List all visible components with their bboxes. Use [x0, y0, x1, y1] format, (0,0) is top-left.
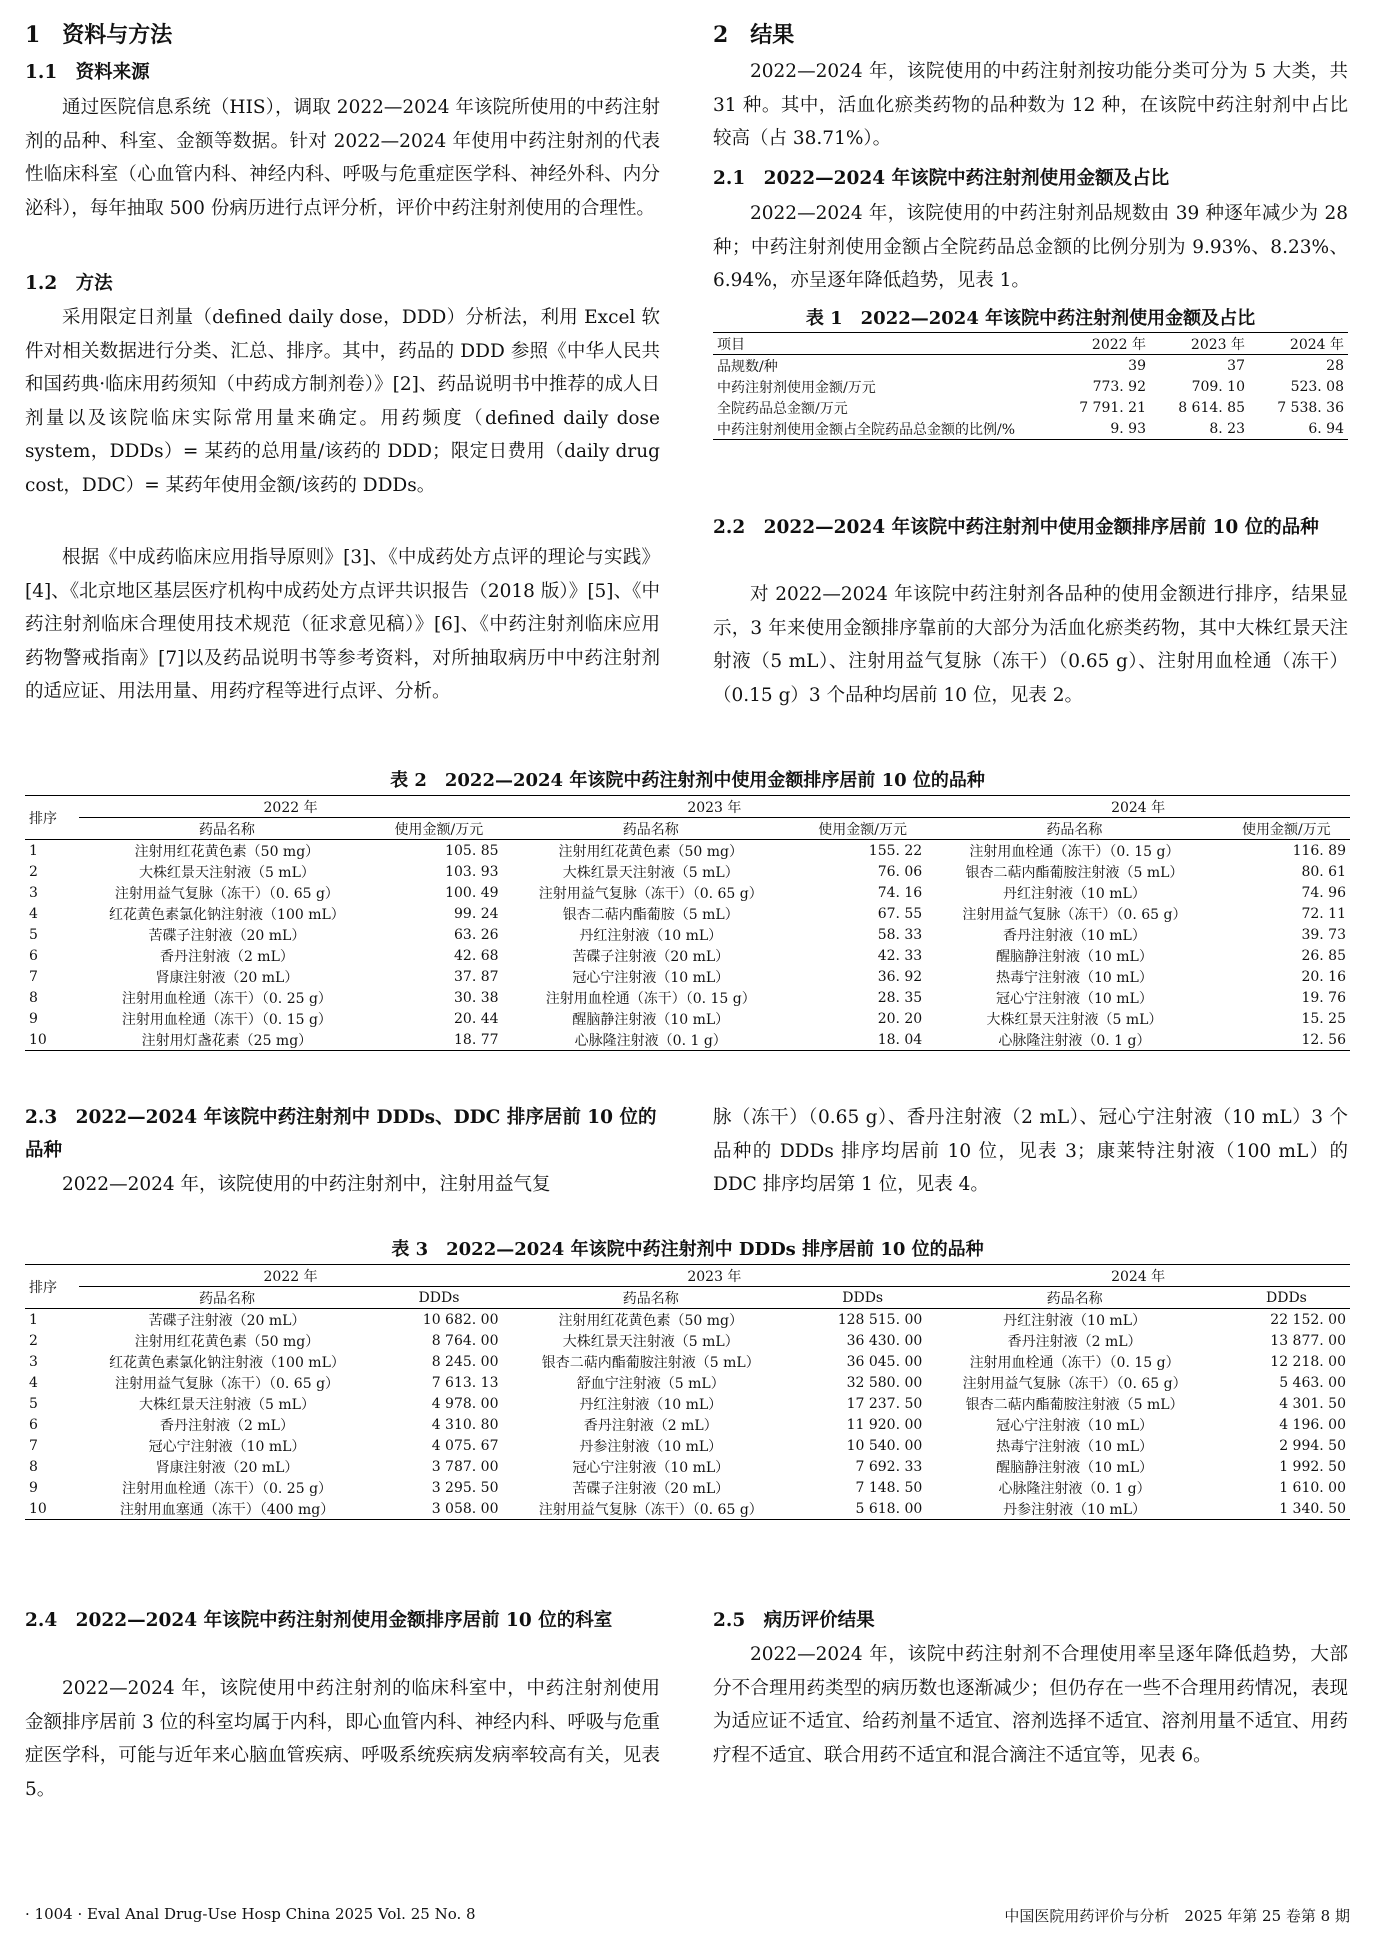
table-3-cell: 13 877. 00 [1270, 1332, 1346, 1349]
table-3-cell: 1 610. 00 [1279, 1479, 1346, 1496]
table-2-cell: 红花黄色素氯化钠注射液（100 mL） [109, 906, 345, 923]
table-3-caption: 表 3 2022—2024 年该院中药注射剂中 DDDs 排序居前 10 位的品种 [391, 1239, 984, 1260]
table-1-header: 2023 年 [1190, 336, 1245, 353]
footer-left: · 1004 · Eval Anal Drug-Use Hosp China 2025 Vol. 25 No. 8 [25, 1905, 476, 1923]
table-2-cell: 5 [29, 926, 38, 943]
table-3-cell: 4 301. 50 [1279, 1395, 1346, 1412]
table-3-cell: 3 058. 00 [431, 1500, 499, 1517]
table-2-body [25, 840, 1350, 1051]
table-2-cell: 76. 06 [877, 863, 923, 880]
table-3-col-header: 药品名称 [79, 1287, 376, 1309]
table-2-cell: 103. 93 [445, 863, 499, 880]
table-2-col-header: 使用金额/万元 [1223, 818, 1350, 840]
table-1-header: 2024 年 [1289, 336, 1344, 353]
table-1-cell: 8 614. 85 [1178, 399, 1245, 416]
table-2-cell: 热毒宁注射液（10 mL） [996, 969, 1153, 986]
table-3-cell: 肾康注射液（20 mL） [155, 1459, 299, 1476]
table-2-cell: 39. 73 [1301, 926, 1346, 943]
table-3-cell: 心脉隆注射液（0. 1 g） [998, 1480, 1151, 1497]
table-2-cell: 20. 16 [1301, 968, 1346, 985]
table-3-row [25, 1351, 1350, 1372]
table-1-cell: 中药注射剂使用金额占全院药品总金额的比例/% [717, 421, 1016, 438]
section-2-1-text: 2022—2024 年，该院使用的中药注射剂品规数由 39 种逐年减少为 28 种；中药注射剂使用金额占全院药品总金额的比例分别为 9.93%、8.23%、6.94%，亦呈逐年降低趋势，见表 1。 [713, 203, 1348, 292]
table-2-cell: 80. 61 [1301, 863, 1346, 880]
table-3-row [25, 1414, 1350, 1435]
table-2-cell: 12. 56 [1301, 1031, 1346, 1048]
table-3-cell: 舒血宁注射液（5 mL） [576, 1375, 725, 1392]
section-1-2-text-2: 根据《中成药临床应用指导原则》[3]、《中成药处方点评的理论与实践》[4]、《北京地区基层医疗机构中成药处方点评共识报告（2018 版）》[5]、《中药注射剂临床合理使用技术规范（征求意见稿）》[6]、《中药注射剂临床应用药物警戒指南》[7]以及药品说明书等参考资料，对所抽取病历中中药注射剂的适应证、用法用量、用药疗程等进行点评、分析。 [25, 547, 660, 703]
table-2-row [25, 987, 1350, 1008]
table-2-row [25, 945, 1350, 966]
table-2-cell: 37. 87 [454, 968, 499, 985]
table-3-col-header: DDDs [375, 1287, 502, 1309]
table-3-row [25, 1393, 1350, 1414]
table-2-cell: 28. 35 [877, 989, 923, 1006]
table-2-cell: 醒脑静注射液（10 mL） [572, 1011, 730, 1028]
section-1-1-title: 1.1 资料来源 [25, 62, 150, 83]
table-3-cell: 丹参注射液（10 mL） [579, 1438, 723, 1455]
table-1-header: 2022 年 [1091, 336, 1146, 353]
table-1-cell: 37 [1227, 357, 1245, 374]
section-2-3-text-a: 2022—2024 年，该院使用的中药注射剂中，注射用益气复 [62, 1174, 551, 1195]
table-3-year-header: 2023 年 [502, 1265, 926, 1287]
table-2-cell: 67. 55 [877, 905, 923, 922]
section-2-3-text-b: 脉（冻干）（0.65 g）、香丹注射液（2 mL）、冠心宁注射液（10 mL）3 个品种的 DDDs 排序均居前 10 位，见表 3；康莱特注射液（100 mL）的 DDC 排序均居第 1 位，见表 4。 [713, 1107, 1348, 1196]
section-1-2-text-1: 采用限定日剂量（defined daily dose，DDD）分析法，利用 Excel 软件对相关数据进行分类、汇总、排序。其中，药品的 DDD 参照《中华人民共和国药典·临床用药须知（中药成方制剂卷）》[2]、药品说明书中推荐的成人日剂量以及该院临床实际常用量来确定。用药频度（defined daily dose system，DDDs）= 某药的总用量/该药的 DDD；限定日费用（daily drug cost，DDC）= 某药年使用金额/该药的 DDDs。 [25, 307, 660, 496]
table-2-caption: 表 2 2022—2024 年该院中药注射剂中使用金额排序居前 10 位的品种 [390, 770, 985, 791]
table-3-row [25, 1435, 1350, 1456]
table-3-cell: 12 218. 00 [1270, 1353, 1346, 1370]
table-2-cell: 注射用益气复脉（冻干）（0. 65 g） [962, 906, 1187, 923]
table-3-cell: 5 463. 00 [1279, 1374, 1346, 1391]
table-3-cell: 银杏二萜内酯葡胺注射液（5 mL） [541, 1354, 760, 1371]
table-2-cell: 注射用红花黄色素（50 mg） [558, 843, 743, 860]
table-2-cell: 肾康注射液（20 mL） [155, 969, 299, 986]
section-2-5-title: 2.5 病历评价结果 [713, 1610, 875, 1631]
table-2-cell: 15. 25 [1301, 1010, 1346, 1027]
table-3-body [25, 1309, 1350, 1520]
table-3-cell: 大株红景天注射液（5 mL） [562, 1333, 739, 1350]
table-2-cell: 18. 04 [877, 1031, 923, 1048]
table-3-cell: 注射用红花黄色素（50 mg） [558, 1312, 744, 1329]
table-2-cell: 心脉隆注射液（0. 1 g） [574, 1032, 727, 1049]
table-2-cell: 2 [29, 863, 38, 880]
table-3-cell: 注射用红花黄色素（50 mg） [134, 1333, 320, 1350]
table-2-cell: 30. 38 [454, 989, 499, 1006]
table-1-cell: 8. 23 [1209, 420, 1245, 437]
table-3-cell: 注射用益气复脉（冻干）（0. 65 g） [538, 1501, 763, 1518]
table-1-cell: 7 538. 36 [1277, 399, 1344, 416]
table-2-row [25, 1029, 1350, 1051]
table-2-cell: 58. 33 [877, 926, 923, 943]
table-3-cell: 17 237. 50 [846, 1395, 923, 1412]
section-2-title: 2 结果 [713, 22, 795, 48]
table-2-rank-header: 排序 [25, 796, 79, 840]
table-2-cell: 4 [29, 905, 38, 922]
table-3-cell: 热毒宁注射液（10 mL） [996, 1438, 1153, 1455]
table-3-cell: 香丹注射液（2 mL） [1007, 1333, 1142, 1350]
table-2-cell: 注射用血栓通（冻干）（0. 15 g） [121, 1011, 332, 1028]
table-3-row [25, 1309, 1350, 1331]
table-3-row [25, 1477, 1350, 1498]
table-2-cell: 丹红注射液（10 mL） [579, 927, 723, 944]
table-3-cell: 10 682. 00 [422, 1311, 499, 1328]
table-2-cell: 36. 92 [877, 968, 923, 985]
table-3-cell: 3 787. 00 [431, 1458, 499, 1475]
table-1-cell: 全院药品总金额/万元 [717, 400, 848, 417]
table-3-cell: 注射用益气复脉（冻干）（0. 65 g） [962, 1375, 1187, 1392]
section-2-intro: 2022—2024 年，该院使用的中药注射剂按功能分类可分为 5 大类，共 31 种。其中，活血化瘀类药物的品种数为 12 种，在该院中药注射剂中占比较高（占 38.71%）。 [713, 61, 1348, 150]
table-1-cell: 773. 92 [1092, 378, 1146, 395]
table-3-cell: 1 340. 50 [1279, 1500, 1346, 1517]
table-3-cell: 7 692. 33 [855, 1458, 923, 1475]
table-3-cell: 冠心宁注射液（10 mL） [148, 1438, 306, 1455]
table-3 [25, 1264, 1350, 1520]
section-2-4-text: 2022—2024 年，该院使用中药注射剂的临床科室中，中药注射剂使用金额排序居前 3 位的科室均属于内科，即心血管内科、神经内科、呼吸与危重症医学科，可能与近年来心脑血管疾病、呼吸系统疾病发病率较高有关，见表 5。 [25, 1678, 660, 1800]
table-2-cell: 醒脑静注射液（10 mL） [996, 948, 1153, 965]
section-2-2-text: 对 2022—2024 年该院中药注射剂各品种的使用金额进行排序，结果显示，3 年来使用金额排序靠前的大部分为活血化瘀类药物，其中大株红景天注射液（5 mL）、注射用益气复脉（冻干）（0.65 g）、注射用血栓通（冻干）（0.15 g）3 个品种均居前 10 位，见表 2。 [713, 584, 1348, 706]
table-3-year-header: 2024 年 [926, 1265, 1350, 1287]
table-2-row [25, 966, 1350, 987]
table-2-row [25, 924, 1350, 945]
table-2-cell: 99. 24 [454, 905, 499, 922]
table-2-row [25, 882, 1350, 903]
table-3-cell: 32 580. 00 [846, 1374, 923, 1391]
table-1-cell: 7 791. 21 [1079, 399, 1146, 416]
table-2-cell: 20. 20 [877, 1010, 923, 1027]
table-2-cell: 大株红景天注射液（5 mL） [986, 1011, 1163, 1028]
table-2-cell: 冠心宁注射液（10 mL） [996, 990, 1153, 1007]
table-1-cell: 中药注射剂使用金额/万元 [717, 379, 876, 396]
section-2-1-title: 2.1 2022—2024 年该院中药注射剂使用金额及占比 [713, 168, 1170, 189]
table-2-year-header: 2022 年 [79, 796, 503, 818]
table-2-cell: 香丹注射液（10 mL） [1003, 927, 1146, 944]
table-3-cell: 8 [29, 1458, 38, 1475]
table-1-header: 项目 [717, 336, 745, 353]
table-3-cell: 苦碟子注射液（20 mL） [148, 1312, 306, 1329]
table-2-cell: 42. 68 [454, 947, 499, 964]
table-3-col-header: 药品名称 [926, 1287, 1223, 1309]
table-1-cell: 39 [1128, 357, 1146, 374]
table-3-cell: 2 [29, 1332, 38, 1349]
table-3-cell: 1 992. 50 [1279, 1458, 1346, 1475]
table-1-cell: 品规数/种 [717, 358, 778, 375]
table-2-cell: 105. 85 [445, 842, 499, 859]
table-3-cell: 3 [29, 1353, 38, 1370]
table-2-cell: 72. 11 [1301, 905, 1346, 922]
table-3-cell: 9 [29, 1479, 38, 1496]
table-3-cell: 10 [29, 1500, 47, 1517]
table-2-cell: 香丹注射液（2 mL） [159, 948, 294, 965]
table-2-cell: 银杏二萜内酯葡胺注射液（5 mL） [965, 864, 1184, 881]
table-1-cell: 709. 10 [1191, 378, 1245, 395]
table-2-cell: 6 [29, 947, 38, 964]
table-2 [25, 795, 1350, 1051]
table-3-cell: 4 [29, 1374, 38, 1391]
table-1 [713, 332, 1348, 440]
table-3-cell: 10 540. 00 [846, 1437, 923, 1454]
table-3-cell: 7 613. 13 [431, 1374, 499, 1391]
table-2-cell: 74. 96 [1301, 884, 1346, 901]
table-2-cell: 63. 26 [454, 926, 499, 943]
section-2-3-title: 2.3 2022—2024 年该院中药注射剂中 DDDs、DDC 排序居前 10 位的品种 [25, 1107, 657, 1161]
table-3-cell: 7 [29, 1437, 38, 1454]
table-2-col-header: 药品名称 [926, 818, 1222, 840]
table-2-cell: 18. 77 [454, 1031, 499, 1048]
table-2-row [25, 1008, 1350, 1029]
table-3-row [25, 1372, 1350, 1393]
section-2-2-title: 2.2 2022—2024 年该院中药注射剂中使用金额排序居前 10 位的品种 [713, 517, 1319, 538]
table-3-cell: 大株红景天注射液（5 mL） [139, 1396, 315, 1413]
table-3-cell: 红花黄色素氯化钠注射液（100 mL） [109, 1354, 345, 1371]
table-2-cell: 10 [29, 1031, 47, 1048]
table-3-cell: 8 245. 00 [431, 1353, 499, 1370]
table-1-cell: 9. 93 [1110, 420, 1146, 437]
table-2-cell: 大株红景天注射液（5 mL） [138, 864, 315, 881]
table-2-cell: 26. 85 [1301, 947, 1346, 964]
footer-right: 中国医院用药评价与分析 2025 年第 25 卷第 8 期 [1004, 1907, 1350, 1925]
table-3-cell: 香丹注射液（2 mL） [160, 1417, 294, 1434]
table-3-cell: 36 045. 00 [846, 1353, 923, 1370]
table-3-cell: 香丹注射液（2 mL） [583, 1417, 718, 1434]
table-3-cell: 注射用血栓通（冻干）（0. 25 g） [122, 1480, 333, 1497]
table-3-cell: 7 148. 50 [855, 1479, 923, 1496]
table-2-row [25, 903, 1350, 924]
table-3-row [25, 1330, 1350, 1351]
table-2-cell: 注射用血栓通（冻干）（0. 15 g） [969, 843, 1180, 860]
section-2-4-title: 2.4 2022—2024 年该院中药注射剂使用金额排序居前 10 位的科室 [25, 1610, 613, 1631]
table-3-cell: 4 075. 67 [431, 1437, 499, 1454]
table-3-cell: 4 196. 00 [1279, 1416, 1346, 1433]
table-3-cell: 注射用血塞通（冻干）（400 mg） [119, 1501, 335, 1518]
table-2-cell: 9 [29, 1010, 38, 1027]
table-2-cell: 注射用红花黄色素（50 mg） [134, 843, 320, 860]
table-2-cell: 丹红注射液（10 mL） [1003, 885, 1146, 902]
section-1-1-text: 通过医院信息系统（HIS），调取 2022—2024 年该院所使用的中药注射剂的品种、科室、金额等数据。针对 2022—2024 年使用中药注射剂的代表性临床科室（心血管内科、神经内科、呼吸与危重症医学科、神经外科、内分泌科），每年抽取 500 份病历进行点评分析，评价中药注射剂使用的合理性。 [25, 97, 660, 219]
table-1-cell: 28 [1326, 357, 1344, 374]
table-3-cell: 11 920. 00 [846, 1416, 923, 1433]
table-3-col-header: 药品名称 [502, 1287, 799, 1309]
table-3-cell: 6 [29, 1416, 38, 1433]
table-2-cell: 心脉隆注射液（0. 1 g） [998, 1032, 1151, 1049]
table-2-cell: 大株红景天注射液（5 mL） [562, 864, 739, 881]
table-2-cell: 116. 89 [1292, 842, 1346, 859]
table-3-cell: 丹参注射液（10 mL） [1003, 1501, 1146, 1518]
table-3-rank-header: 排序 [25, 1265, 79, 1309]
table-3-cell: 1 [29, 1311, 38, 1328]
table-3-cell: 4 310. 80 [431, 1416, 499, 1433]
table-2-cell: 注射用血栓通（冻干）（0. 25 g） [121, 990, 332, 1007]
table-2-cell: 苦碟子注射液（20 mL） [148, 927, 306, 944]
table-2-cell: 8 [29, 989, 38, 1006]
table-2-cell: 20. 44 [454, 1010, 499, 1027]
table-3-cell: 8 764. 00 [431, 1332, 499, 1349]
table-3-cell: 冠心宁注射液（10 mL） [996, 1417, 1153, 1434]
table-2-cell: 19. 76 [1301, 989, 1346, 1006]
table-3-cell: 5 618. 00 [855, 1500, 923, 1517]
table-3-cell: 4 978. 00 [431, 1395, 499, 1412]
table-3-cell: 银杏二萜内酯葡胺注射液（5 mL） [965, 1396, 1184, 1413]
table-3-cell: 丹红注射液（10 mL） [1003, 1312, 1146, 1329]
table-3-cell: 注射用益气复脉（冻干）（0. 65 g） [115, 1375, 340, 1392]
table-2-row [25, 840, 1350, 862]
table-3-cell: 注射用血栓通（冻干）（0. 15 g） [969, 1354, 1180, 1371]
table-3-row [25, 1456, 1350, 1477]
table-2-row [25, 861, 1350, 882]
table-2-cell: 7 [29, 968, 38, 985]
table-2-cell: 1 [29, 842, 38, 859]
section-1-2-title: 1.2 方法 [25, 273, 113, 294]
table-3-cell: 2 994. 50 [1279, 1437, 1346, 1454]
table-2-col-header: 药品名称 [503, 818, 799, 840]
table-3-cell: 3 295. 50 [431, 1479, 499, 1496]
table-2-cell: 苦碟子注射液（20 mL） [572, 948, 730, 965]
table-3-row [25, 1498, 1350, 1520]
table-1-cell: 6. 94 [1308, 420, 1344, 437]
table-3-col-header: DDDs [1223, 1287, 1350, 1309]
table-2-col-header: 药品名称 [79, 818, 376, 840]
table-2-cell: 3 [29, 884, 38, 901]
table-3-cell: 苦碟子注射液（20 mL） [572, 1480, 730, 1497]
table-2-cell: 100. 49 [445, 884, 499, 901]
table-2-cell: 注射用益气复脉（冻干）（0. 65 g） [114, 885, 339, 902]
table-3-cell: 22 152. 00 [1270, 1311, 1346, 1328]
table-2-col-header: 使用金额/万元 [375, 818, 502, 840]
table-3-cell: 丹红注射液（10 mL） [579, 1396, 723, 1413]
table-2-cell: 155. 22 [868, 842, 923, 859]
table-2-cell: 冠心宁注射液（10 mL） [572, 969, 730, 986]
table-2-year-header: 2024 年 [926, 796, 1350, 818]
table-1-caption: 表 1 2022—2024 年该院中药注射剂使用金额及占比 [805, 308, 1256, 329]
table-2-cell: 注射用灯盏花素（25 mg） [141, 1032, 313, 1049]
table-3-cell: 128 515. 00 [837, 1311, 923, 1328]
table-3-cell: 5 [29, 1395, 38, 1412]
table-3-cell: 36 430. 00 [846, 1332, 923, 1349]
table-2-cell: 74. 16 [877, 884, 923, 901]
section-2-5-text: 2022—2024 年，该院中药注射剂不合理使用率呈逐年降低趋势，大部分不合理用药类型的病历数也逐渐减少；但仍存在一些不合理用药情况，表现为适应证不适宜、给药剂量不适宜、溶剂选择不适宜、溶剂用量不适宜、用药疗程不适宜、联合用药不适宜和混合滴注不适宜等，见表 6。 [713, 1644, 1348, 1766]
table-3-year-header: 2022 年 [79, 1265, 503, 1287]
table-2-year-header: 2023 年 [503, 796, 927, 818]
table-2-col-header: 使用金额/万元 [799, 818, 926, 840]
table-2-cell: 注射用益气复脉（冻干）（0. 65 g） [538, 885, 763, 902]
table-3-cell: 醒脑静注射液（10 mL） [996, 1459, 1153, 1476]
section-1-title: 1 资料与方法 [25, 22, 173, 48]
table-1-cell: 523. 08 [1290, 378, 1344, 395]
table-2-cell: 注射用血栓通（冻干）（0. 15 g） [545, 990, 756, 1007]
table-2-cell: 银杏二萜内酯葡胺（5 mL） [562, 906, 739, 923]
table-3-cell: 冠心宁注射液（10 mL） [572, 1459, 730, 1476]
table-2-cell: 42. 33 [877, 947, 923, 964]
table-3-col-header: DDDs [799, 1287, 926, 1309]
